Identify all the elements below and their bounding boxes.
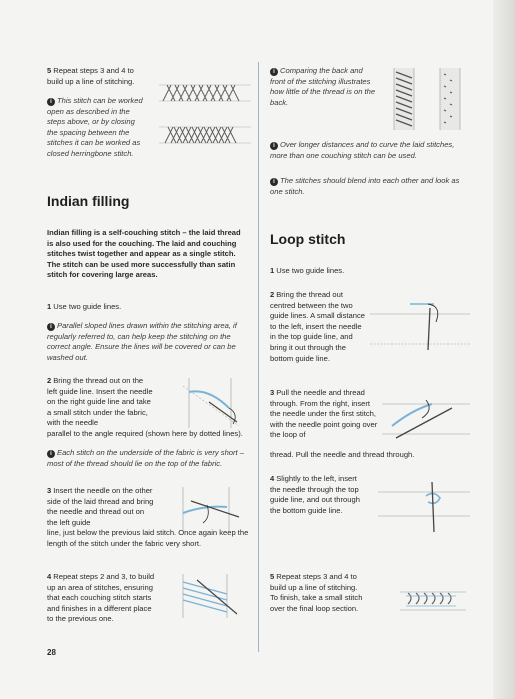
- info-bullet-icon: i: [47, 98, 55, 106]
- note-herringbone: i This stitch can be worked open as described in the steps above, or by closing the spacing between the stitches it can be worked as closed herringbone stitch.: [47, 96, 143, 158]
- note-curve-stitches: i Over longer distances and to curve the laid stitches, more than one couching stitch can be used.: [270, 140, 455, 160]
- loop-step4-illustration: [378, 476, 470, 534]
- note-blend-stitches: i The stitches should blend into each other and look as one stitch.: [270, 176, 460, 196]
- right-step-1: 1 Use two guide lines.: [270, 266, 345, 275]
- info-bullet-icon: i: [270, 68, 278, 76]
- info-bullet-icon: i: [47, 323, 55, 331]
- indian-filling-step2-illustration: [179, 378, 245, 428]
- loop-step3-illustration: [382, 390, 470, 442]
- info-bullet-icon: i: [47, 450, 55, 458]
- info-bullet-icon: i: [270, 178, 278, 186]
- right-step-4: 4 Slightly to the left, insert the needle through the top guide line, and out through the bottom guide line.: [270, 474, 360, 515]
- left-step-5: 5 Repeat steps 3 and 4 to build up a line of stitching.: [47, 66, 135, 86]
- left-step-1: 1 Use two guide lines.: [47, 302, 122, 311]
- right-step-3-cont: thread. Pull the needle and thread through.: [270, 450, 415, 459]
- note-parallel-lines: i Parallel sloped lines drawn within the stitching area, if regularly referred to, can help keep the stitching on the correct angle. Ensure the lines will be covered or can be washed out.: [47, 321, 237, 362]
- loop-step5-illustration: [400, 584, 466, 618]
- heading-loop-stitch: Loop stitch: [270, 231, 346, 247]
- right-step-5: 5 Repeat steps 3 and 4 to build up a line of stitching. To finish, take a small stitch over the final loop section.: [270, 572, 363, 613]
- loop-step2-illustration: [370, 296, 470, 352]
- herringbone-closed-illustration: [159, 122, 251, 148]
- page-number: 28: [47, 648, 56, 657]
- note-short-stitch: i Each stitch on the underside of the fabric is very short – most of the thread should lie on the top of the fabric.: [47, 448, 244, 468]
- herringbone-open-illustration: [159, 80, 251, 106]
- right-step-2: 2 Bring the thread out centred between the two guide lines. A small distance to the left, insert the needle in the top guide line, and bring it out through the bottom guide line.: [270, 290, 365, 363]
- left-step-4: 4 Repeat steps 2 and 3, to build up an area of stitches, ensuring that each couching stitch starts and finishes in a different place to the previous one.: [47, 572, 155, 624]
- column-divider: [258, 62, 259, 652]
- left-step-2-cont: parallel to the angle required (shown here by dotted lines).: [47, 429, 243, 438]
- left-step-2: 2 Bring the thread out on the left guide line. Insert the needle on the right guide line and take a small stitch under the fabric, with the needle: [47, 376, 153, 428]
- indian-filling-intro: Indian filling is a self-couching stitch – the laid thread is also used for the couching. The laid and couching stitches twist together and appear as a single stitch. The stitch can be used more successfully than satin stitch for covering large areas.: [47, 228, 241, 280]
- info-bullet-icon: i: [270, 142, 278, 150]
- heading-indian-filling: Indian filling: [47, 193, 130, 209]
- left-step-3: 3 Insert the needle on the other side of the laid thread and bring the needle and thread out on the left guide: [47, 486, 154, 527]
- right-step-3: 3 Pull the needle and thread through. From the right, insert the needle under the first stitch, with the needle point going over the loop of: [270, 388, 378, 440]
- indian-filling-step4-illustration: [177, 574, 243, 618]
- back-front-comparison-illustration: [388, 68, 468, 130]
- note-compare-back-front: i Comparing the back and front of the stitching illustrates how little of the thread is on the back.: [270, 66, 376, 107]
- page-edge-shadow: [493, 0, 515, 699]
- left-step-3-cont: line, just below the previous laid stitch. Once again keep the length of the stitch under the fabric very short.: [47, 528, 249, 548]
- indian-filling-step3-illustration: [177, 487, 243, 531]
